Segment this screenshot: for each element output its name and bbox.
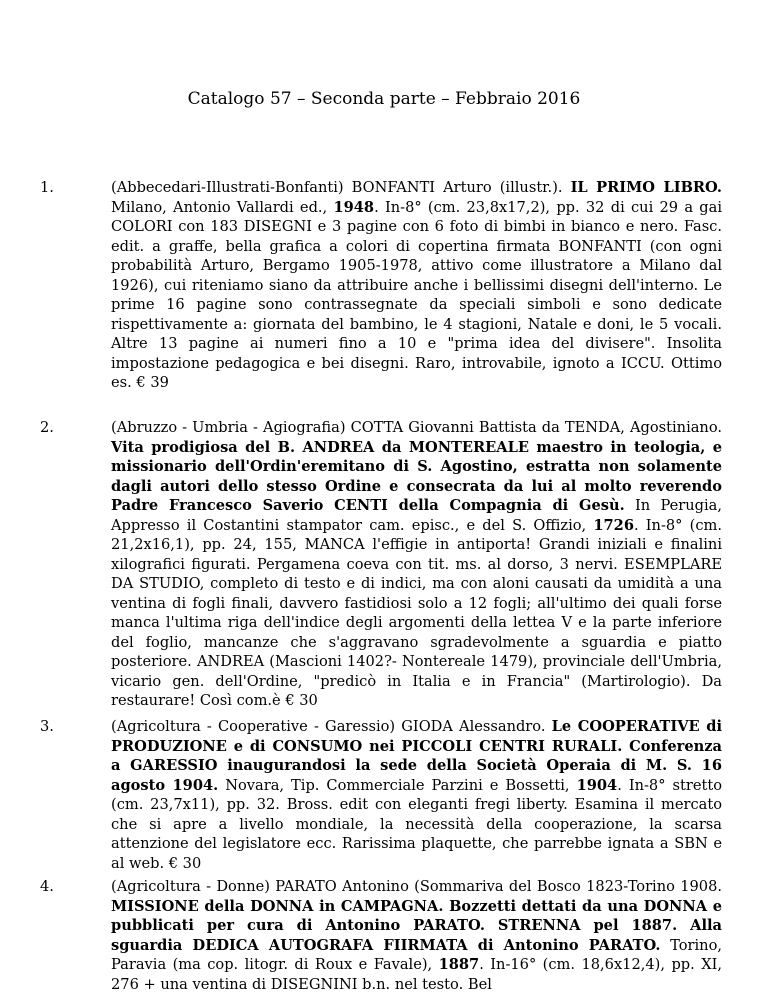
entry-number: 1. bbox=[40, 179, 54, 196]
entry-text: (Agricoltura - Donne) PARATO Antonino (Sommariva del Bosco 1823-Torino 1908. MISSIONE della DONNA in CAMPAGNA. Bozzetti dettati da una DONNA e pubblicati per cura di Antonino PARATO. STRENNA pel 1887. Alla sguardia DEDICA AUTOGRAFA FIIRMATA di Antonino PARATO. Torino, Paravia (ma cop. litogr. di Roux e Favale), 1887. In-16° (cm. 18,6x12,4), pp. XI, 276 + una ventina di DISEGNINI b.n. nel testo. Bel bbox=[111, 878, 722, 993]
catalog-entry bbox=[40, 877, 722, 994]
entry-number: 2. bbox=[40, 419, 54, 436]
catalog-entry bbox=[40, 178, 722, 393]
catalog-entry bbox=[40, 717, 722, 873]
entry-text: (Agricoltura - Cooperative - Garessio) GIODA Alessandro. Le COOPERATIVE di PRODUZIONE e di CONSUMO nei PICCOLI CENTRI RURALI. Conferenza a GARESSIO inaugurandosi la sede della Società Operaia di M. S. 16 agosto 1904. Novara, Tip. Commerciale Parzini e Bossetti, 1904. In-8° stretto (cm. 23,7x11), pp. 32. Bross. edit con eleganti fregi liberty. Esamina il mercato che si apre a livello mondiale, la necessità della cooperazione, la scarsa attenzione del legislatore ecc. Rarissima plaquette, che parrebbe ignata a SBN e al web. € 30 bbox=[111, 718, 722, 872]
entry-text: (Abruzzo - Umbria - Agiografia) COTTA Giovanni Battista da TENDA, Agostiniano. Vita prodigiosa del B. ANDREA da MONTEREALE maestro in teologia, e missionario dell'Ordin'eremitano di S. Agostino, estratta non solamente dagli autori dello stesso Ordine e consecrata da lui al molto reverendo Padre Francesco Saverio CENTI della Compagnia di Gesù. In Perugia, Appresso il Costantini stampator cam. episc., e del S. Offizio, 1726. In-8° (cm. 21,2x16,1), pp. 24, 155, MANCA l'effigie in antiporta! Grandi iniziali e finalini xilografici figurati. Pergamena coeva con tit. ms. al dorso, 3 nervi. ESEMPLARE DA STUDIO, completo di testo e di indici, ma con aloni causati da umidità a una ventina di fogli finali, davvero fastidiosi solo a 12 fogli; all'ultimo dei quali forse manca l'ultima riga dell'indice degli argomenti della lettea V e la parte inferiore del foglio, mancanze che s'aggravano sgradevolmente a sguardia e piatto posteriore. ANDREA (Mascioni 1402?- Nontereale 1479), provinciale dell'Umbria, vicario gen. dell'Ordine, "predicò in Italia e in Francia" (Martirologio). Da restaurare! Così com.è € 30 bbox=[111, 419, 722, 709]
entry-text: (Abbecedari-Illustrati-Bonfanti) BONFANTI Arturo (illustr.). IL PRIMO LIBRO. Milano, Antonio Vallardi ed., 1948. In-8° (cm. 23,8x17,2), pp. 32 di cui 29 a gai COLORI con 183 DISEGNI e 3 pagine con 6 foto di bimbi in bianco e nero. Fasc. edit. a graffe, bella grafica a colori di copertina firmata BONFANTI (con ogni probabilità Arturo, Bergamo 1905-1978, attivo come illustratore a Milano dal 1926), cui riteniamo siano da attribuire anche i bellissimi disegni dell'interno. Le prime 16 pagine sono contrassegnate da speciali simboli e sono dedicate rispettivamente a: giornata del bambino, le 4 stagioni, Natale e doni, le 5 vocali. Altre 13 pagine ai numeri fino a 10 e "prima idea del divisere". Insolita impostazione pedagogica e bei disegni. Raro, introvabile, ignoto a ICCU. Ottimo es. € 39 bbox=[111, 179, 722, 391]
catalog-entry bbox=[40, 418, 722, 711]
entry-number: 4. bbox=[40, 878, 54, 895]
entry-number: 3. bbox=[40, 718, 54, 735]
page-title: Catalogo 57 – Seconda parte – Febbraio 2016 bbox=[187, 89, 581, 109]
